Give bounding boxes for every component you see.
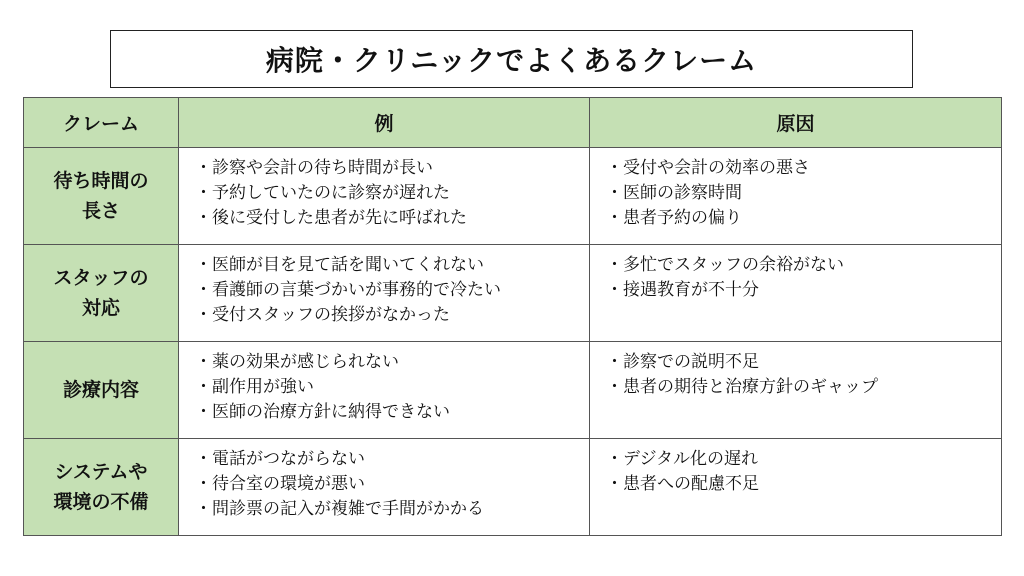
example-item: ・ 医師の治療方針に納得できない	[195, 400, 589, 425]
cause-item: ・ デジタル化の遅れ	[606, 447, 1001, 472]
example-item: ・ 薬の効果が感じられない	[195, 350, 589, 375]
cause-cell	[590, 342, 1002, 439]
example-item: ・ 予約していたのに診察が遅れた	[195, 181, 589, 206]
claim-category-line: システムや	[54, 461, 148, 483]
example-item: ・ 後に受付した患者が先に呼ばれた	[195, 206, 589, 231]
claim-category-line: 環境の不備	[53, 491, 149, 513]
example-item: ・ 電話がつながらない	[195, 447, 589, 472]
cause-item: ・ 診察での説明不足	[606, 350, 1001, 375]
claim-category-line: スタッフの	[53, 267, 149, 289]
claim-category-line: 待ち時間の	[53, 170, 149, 192]
cause-item: ・ 患者の期待と治療方針のギャップ	[606, 375, 1001, 400]
table-row	[24, 148, 1002, 245]
claim-category-line: 長さ	[81, 200, 120, 222]
header-row	[24, 98, 1002, 148]
claim-category	[24, 342, 179, 439]
table-row	[24, 439, 1002, 536]
page-title: 病院・クリニックでよくあるクレーム	[110, 30, 913, 88]
table-row	[24, 342, 1002, 439]
example-cell	[179, 342, 590, 439]
example-item: ・ 副作用が強い	[195, 375, 589, 400]
cause-cell	[590, 439, 1002, 536]
example-item: ・ 受付スタッフの挨拶がなかった	[195, 303, 589, 328]
cause-cell	[590, 245, 1002, 342]
example-item: ・ 医師が目を見て話を聞いてくれない	[195, 253, 589, 278]
cause-item: ・ 患者への配慮不足	[606, 472, 1001, 497]
table-row	[24, 245, 1002, 342]
example-item: ・ 看護師の言葉づかいが事務的で冷たい	[195, 278, 589, 303]
header-cause: 原因	[590, 98, 1002, 148]
cause-item: ・ 医師の診察時間	[606, 181, 1001, 206]
example-item: ・ 診察や会計の待ち時間が長い	[195, 156, 589, 181]
cause-item: ・ 患者予約の偏り	[606, 206, 1001, 231]
claims-table	[23, 97, 1002, 536]
claim-category-line: 診療内容	[62, 379, 139, 401]
claim-category	[24, 148, 179, 245]
example-item: ・ 問診票の記入が複雑で手間がかかる	[195, 497, 589, 522]
claim-category-line: 対応	[81, 297, 120, 319]
header-example: 例	[179, 98, 590, 148]
cause-item: ・ 多忙でスタッフの余裕がない	[606, 253, 1001, 278]
cause-item: ・ 接遇教育が不十分	[606, 278, 1001, 303]
claim-category	[24, 245, 179, 342]
example-cell	[179, 439, 590, 536]
cause-cell	[590, 148, 1002, 245]
claim-category	[24, 439, 179, 536]
example-cell	[179, 245, 590, 342]
example-cell	[179, 148, 590, 245]
header-claim: クレーム	[24, 98, 179, 148]
cause-item: ・ 受付や会計の効率の悪さ	[606, 156, 1001, 181]
example-item: ・ 待合室の環境が悪い	[195, 472, 589, 497]
